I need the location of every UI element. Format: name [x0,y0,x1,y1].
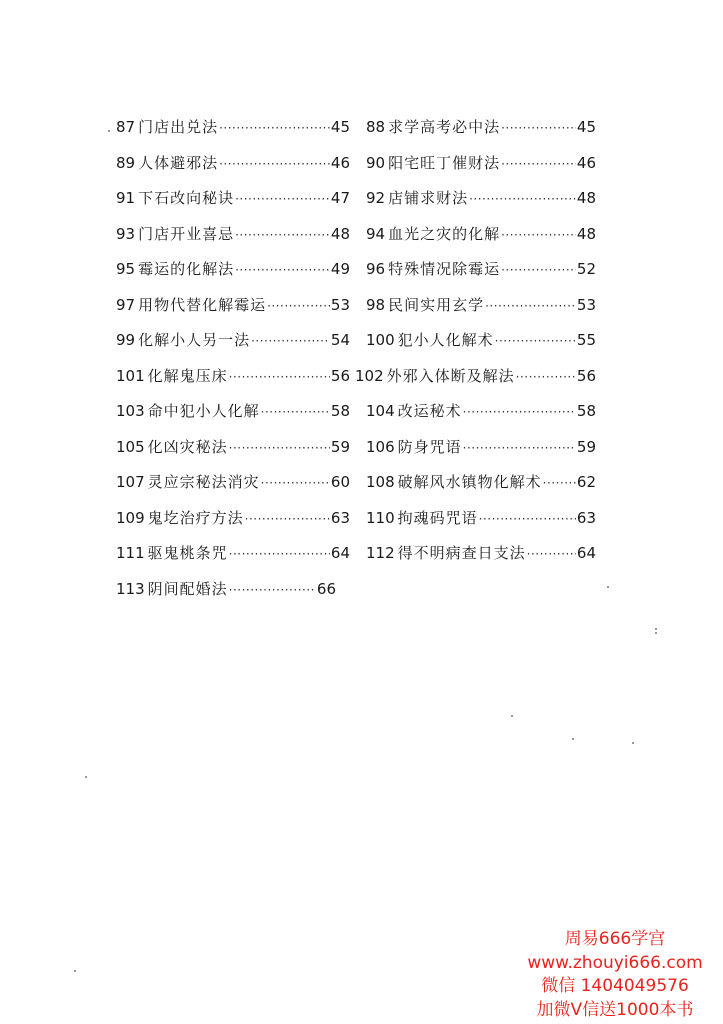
entry-number: 102 [355,366,384,385]
toc-row [116,434,616,470]
toc-entry[interactable] [366,540,596,567]
entry-number: 97 [116,295,136,314]
entry-number: 109 [116,508,145,527]
watermark-url[interactable]: www.zhouyi666.com [527,952,703,973]
entry-title: 外邪入体断及解法 [386,366,515,385]
entry-page: 47 [330,189,350,207]
toc-row [116,256,616,292]
toc-entry[interactable] [366,185,596,212]
dot-leader [261,399,330,425]
entry-number: 90 [366,153,386,172]
entry-title: 命中犯小人化解 [147,402,260,420]
dot-leader [235,257,330,283]
entry-page: 58 [330,402,350,420]
toc-entry[interactable] [366,327,596,354]
dot-leader [501,115,576,141]
dot-leader [229,435,330,461]
dot-leader [219,151,330,177]
toc-entry[interactable] [116,185,350,212]
entry-title: 防身咒语 [397,437,462,456]
entry-title: 门店开业喜忌 [138,224,235,243]
entry-page: 63 [576,508,596,527]
toc-row [116,469,616,505]
watermark-line: 周易666学宫 [564,929,666,949]
toc-entry[interactable] [116,221,350,248]
entry-title: 化解鬼压床 [147,366,228,385]
toc-entry[interactable] [366,292,596,319]
dot-leader [219,115,330,141]
entry-title: 拘魂码咒语 [397,508,478,527]
dot-leader [235,186,330,212]
dot-leader [485,293,576,319]
entry-page: 53 [576,295,596,314]
entry-page: 49 [330,260,350,278]
toc-entry[interactable] [366,398,596,425]
dot-leader [501,151,576,177]
entry-number: 91 [116,189,136,207]
scan-speck [74,970,76,972]
toc-entry[interactable] [116,505,350,532]
dot-leader [229,541,330,567]
entry-number: 100 [366,331,395,349]
entry-page: 46 [330,153,350,172]
toc-entry[interactable] [116,363,350,390]
dot-leader [479,506,576,532]
entry-page: 48 [330,224,350,243]
entry-number: 101 [116,366,145,385]
dot-leader [463,435,576,461]
entry-number: 105 [116,437,145,456]
dot-leader [516,364,576,390]
watermark-line: 加微V信送1000本书 [536,999,694,1020]
scan-speck [607,586,609,588]
entry-number: 111 [116,544,145,562]
entry-page: 66 [316,579,336,598]
entry-title: 霉运的化解法 [138,260,235,278]
entry-number: 103 [116,402,145,420]
entry-number: 104 [366,402,395,420]
entry-number: 87 [116,118,136,136]
toc-row [116,221,616,257]
entry-title: 店铺求财法 [388,189,469,207]
entry-title: 灵应宗秘法消灾 [147,473,260,491]
entry-title: 阳宅旺丁催财法 [388,153,501,172]
dot-leader [229,577,316,603]
toc-entry[interactable] [116,114,350,141]
scan-speck [655,632,657,634]
entry-page: 59 [576,437,596,456]
entry-title: 犯小人化解术 [397,331,494,349]
dot-leader [501,222,576,248]
dot-leader [229,364,330,390]
entry-page: 53 [330,295,350,314]
entry-page: 45 [330,118,350,136]
entry-number: 89 [116,153,136,172]
entry-page: 64 [330,544,350,562]
entry-title: 驱鬼桃条咒 [147,544,228,562]
toc-entry[interactable] [116,540,350,567]
entry-page: 56 [330,366,350,385]
toc-row [116,185,616,221]
entry-page: 48 [576,224,596,243]
entry-title: 破解风水镇物化解术 [397,473,542,491]
entry-page: 45 [576,118,596,136]
entry-title: 改运秘术 [397,402,462,420]
entry-number: 107 [116,473,145,491]
entry-number: 98 [366,295,386,314]
dot-leader [267,293,330,319]
entry-number: 88 [366,118,386,136]
toc-entry[interactable] [366,221,596,248]
entry-page: 59 [330,437,350,456]
scan-speck [572,738,574,740]
entry-title: 求学高考必中法 [388,118,501,136]
entry-number: 93 [116,224,136,243]
dot-leader [245,506,330,532]
toc-entry[interactable] [116,150,350,177]
toc-row [116,114,616,150]
toc-entry[interactable] [366,114,596,141]
entry-number: 106 [366,437,395,456]
entry-number: 96 [366,260,386,278]
entry-number: 94 [366,224,386,243]
toc-row [116,327,616,363]
entry-page: 55 [576,331,596,349]
toc-entry[interactable] [366,469,596,496]
table-of-contents [116,114,616,611]
scan-speck [108,130,110,132]
entry-page: 56 [576,366,596,385]
toc-entry[interactable] [366,256,596,283]
dot-leader [527,541,576,567]
entry-page: 63 [330,508,350,527]
scan-speck [511,715,513,717]
toc-entry[interactable] [366,505,596,532]
toc-entry[interactable] [116,292,350,319]
entry-title: 用物代替化解霉运 [138,295,267,314]
toc-entry[interactable] [355,363,596,390]
entry-title: 人体避邪法 [138,153,219,172]
entry-number: 110 [366,508,395,527]
dot-leader [501,257,576,283]
entry-number: 92 [366,189,386,207]
entry-number: 113 [116,579,145,598]
entry-title: 鬼圪治疗方法 [147,508,244,527]
toc-row [116,540,616,576]
toc-entry[interactable] [116,327,350,354]
toc-entry[interactable] [116,398,350,425]
toc-entry[interactable] [366,150,596,177]
entry-title: 得不明病查日支法 [397,544,526,562]
dot-leader [495,328,576,354]
entry-page: 52 [576,260,596,278]
entry-page: 64 [576,544,596,562]
toc-entry[interactable] [116,256,350,283]
entry-page: 46 [576,153,596,172]
entry-number: 108 [366,473,395,491]
dot-leader [261,470,330,496]
entry-page: 60 [330,473,350,491]
dot-leader [463,399,576,425]
toc-row [116,576,616,612]
entry-page: 48 [576,189,596,207]
toc-entry[interactable] [116,434,350,461]
entry-page: 58 [576,402,596,420]
entry-number: 112 [366,544,395,562]
dot-leader [543,470,576,496]
toc-row [116,505,616,541]
toc-entry[interactable] [116,576,336,603]
dot-leader [251,328,330,354]
entry-title: 民间实用玄学 [388,295,485,314]
scan-speck [85,776,87,778]
entry-page: 54 [330,331,350,349]
entry-title: 特殊情况除霉运 [388,260,501,278]
dot-leader [235,222,330,248]
toc-row [116,363,616,399]
entry-title: 血光之灾的化解 [388,224,501,243]
publisher-watermark [515,928,715,1022]
entry-number: 99 [116,331,136,349]
watermark-line: 微信 1404049576 [541,976,689,996]
toc-row [116,398,616,434]
entry-title: 下石改向秘诀 [138,189,235,207]
toc-row [116,292,616,328]
entry-title: 化凶灾秘法 [147,437,228,456]
toc-entry[interactable] [366,434,596,461]
entry-title: 门店出兑法 [138,118,219,136]
entry-page: 62 [576,473,596,491]
entry-title: 化解小人另一法 [138,331,251,349]
toc-entry[interactable] [116,469,350,496]
entry-title: 阴间配婚法 [147,579,228,598]
entry-number: 95 [116,260,136,278]
scan-speck [655,628,657,630]
toc-row [116,150,616,186]
scan-speck [632,742,634,744]
dot-leader [469,186,576,212]
